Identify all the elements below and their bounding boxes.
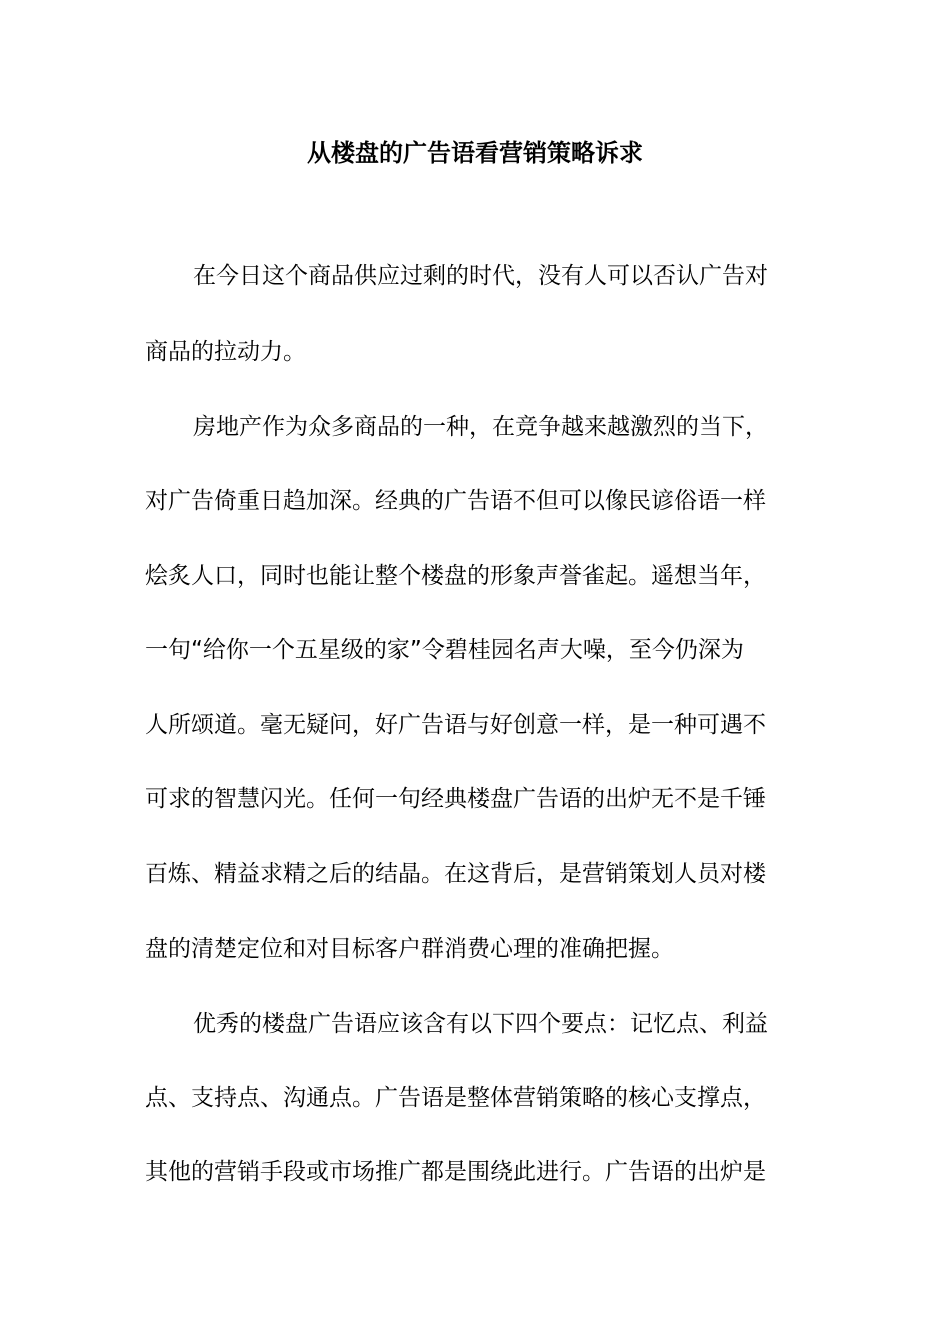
paragraph-2-line-8: 盘的清楚定位和对目标客户群消费心理的准确把握。 xyxy=(145,936,674,962)
paragraph-2-line-4: 一句“给你一个五星级的家”令碧桂园名声大噪，至今仍深为 xyxy=(145,637,744,663)
paragraph-2-line-6: 可求的智慧闪光。任何一句经典楼盘广告语的出炉无不是千锤 xyxy=(145,786,766,812)
paragraph-1-line-1: 在今日这个商品供应过剩的时代，没有人可以否认广告对 xyxy=(193,263,768,289)
paragraph-1-line-2: 商品的拉动力。 xyxy=(145,339,306,365)
paragraph-3-line-2: 点、支持点、沟通点。广告语是整体营销策略的核心支撑点， xyxy=(145,1085,766,1111)
paragraph-2-line-5: 人所颂道。毫无疑问，好广告语与好创意一样，是一种可遇不 xyxy=(145,712,766,738)
paragraph-3-line-1: 优秀的楼盘广告语应该含有以下四个要点：记忆点、利益 xyxy=(193,1011,768,1037)
paragraph-2-line-7: 百炼、精益求精之后的结晶。在这背后，是营销策划人员对楼 xyxy=(145,861,766,887)
paragraph-3-line-3: 其他的营销手段或市场推广都是围绕此进行。广告语的出炉是 xyxy=(145,1159,766,1185)
page-title: 从楼盘的广告语看营销策略诉求 xyxy=(307,138,643,167)
paragraph-2-line-3: 烩炙人口，同时也能让整个楼盘的形象声誉雀起。遥想当年， xyxy=(145,563,766,589)
paragraph-2-line-2: 对广告倚重日趋加深。经典的广告语不但可以像民谚俗语一样 xyxy=(145,488,766,514)
paragraph-2-line-1: 房地产作为众多商品的一种，在竞争越来越激烈的当下， xyxy=(193,414,768,440)
